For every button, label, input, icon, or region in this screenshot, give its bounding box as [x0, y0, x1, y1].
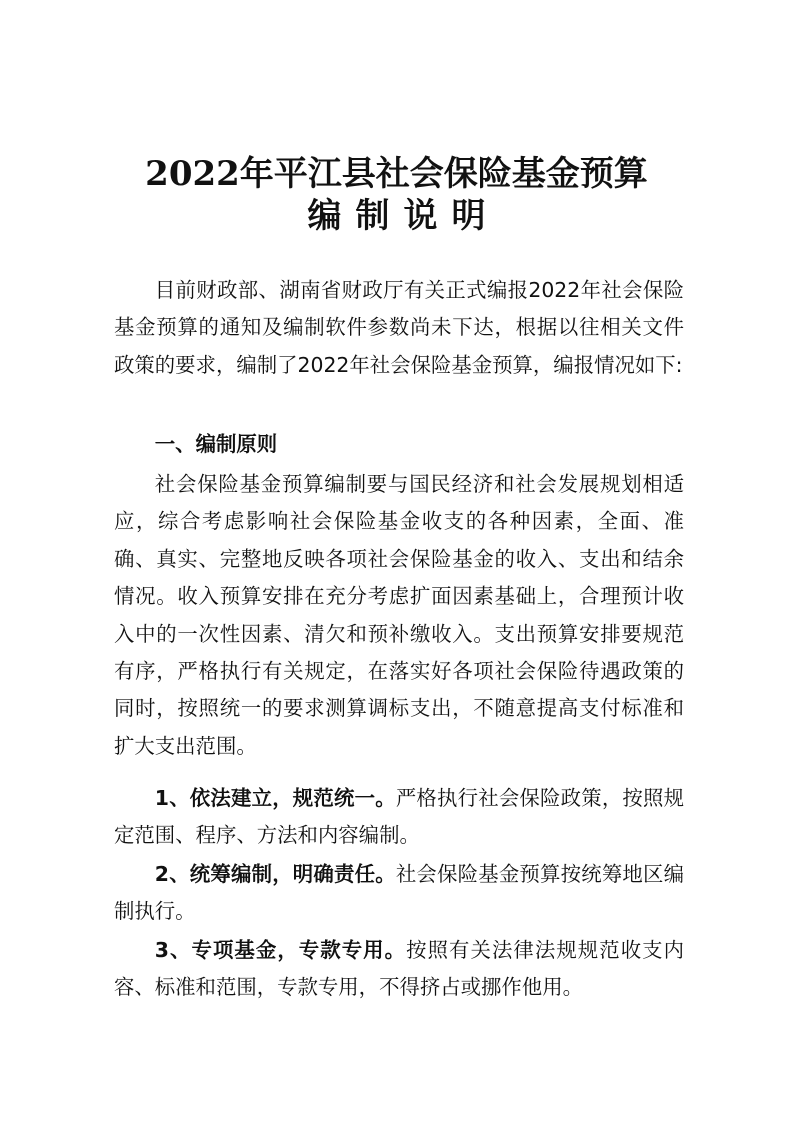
list-item	[114, 780, 684, 855]
list-item-paragraph	[114, 780, 684, 855]
section1-body: 社会保险基金预算编制要与国民经济和社会发展规划相适应，综合考虑影响社会保险基金收支的各种因素，全面、准确、真实、完整地反映各项社会保险基金的收入、支出和结余情况。收入预算安排在充分考虑扩面因素基础上，合理预计收入中的一次性因素、清欠和预补缴收入。支出预算安排要规范有序，严格执行有关规定，在落实好各项社会保险待遇政策的同时，按照统一的要求测算调标支出，不随意提高支付标准和扩大支出范围。	[114, 472, 684, 758]
list-item-paragraph	[114, 932, 684, 1007]
list-item-text: 社会保险基金预算按统筹地区编制执行。	[114, 862, 685, 924]
list-item-text: 按照有关法律法规规范收支内容、标准和范围，专款专用，不得挤占或挪作他用。	[114, 938, 685, 1000]
list-item	[114, 856, 684, 931]
section-heading	[114, 426, 684, 463]
document-subtitle: 编制说明	[307, 196, 500, 236]
list-item-lead: 1、依法建立，规范统一。	[154, 786, 396, 810]
list-item-lead: 2、统筹编制，明确责任。	[154, 862, 396, 886]
principle-paragraph	[114, 466, 684, 765]
section1-heading: 一、编制原则	[154, 432, 278, 456]
intro-paragraph	[114, 272, 684, 384]
list-item	[114, 932, 684, 1007]
list-item-lead: 3、专项基金，专款专用。	[154, 938, 407, 962]
list-item-paragraph	[114, 856, 684, 931]
list-item-text: 严格执行社会保险政策，按照规定范围、程序、方法和内容编制。	[114, 786, 685, 848]
document-title: 2022年平江县社会保险基金预算	[145, 154, 648, 194]
intro-text: 目前财政部、湖南省财政厅有关正式编报2022年社会保险基金预算的通知及编制软件参数尚未下达，根据以往相关文件政策的要求，编制了2022年社会保险基金预算，编报情况如下:	[114, 278, 684, 377]
